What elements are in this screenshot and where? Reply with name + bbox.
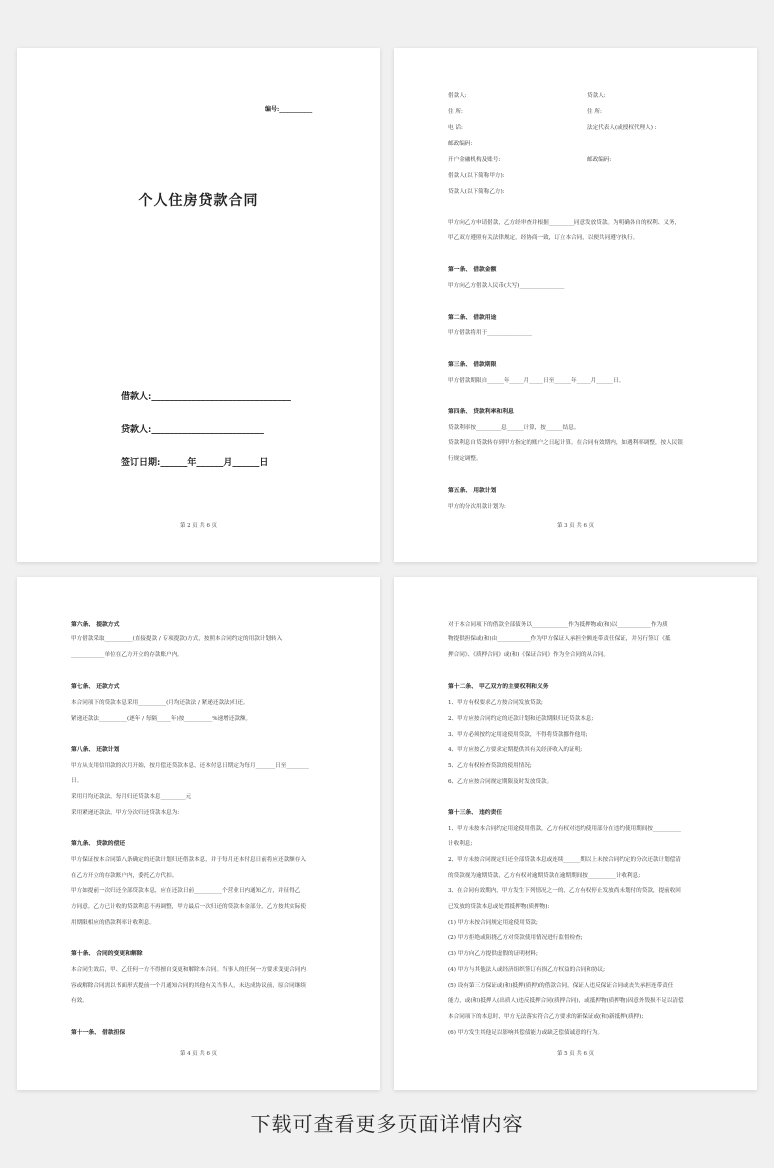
contract-text-line: (3) 甲方向乙方提供虚假的证明材料; bbox=[448, 951, 538, 957]
contract-text-line: 甲方向乙方申请借款，乙方经审查并根据_________同意发放贷款。为明确各自的权利、义务， bbox=[448, 220, 681, 226]
contract-text-line: 贷款人(以下简称乙方): bbox=[448, 189, 505, 195]
contract-text-line: 3、在合同有效期内，甲方发生下列情况之一的，乙方有权停止发放尚未划付的贷款，提前收回 bbox=[448, 888, 681, 894]
lender-field: 贷款人:_________________________ bbox=[121, 425, 264, 435]
contract-text-line: 的贷款视为逾期贷款，乙方有权对逾期贷款在逾期期间按__________计收利息; bbox=[448, 873, 641, 879]
clause-heading: 第七条、 还款方式 bbox=[71, 684, 120, 690]
clause-heading: 第五条、 用款计划 bbox=[448, 488, 497, 494]
contract-text-line: 押合同》、《质押合同》或(和)《保证合同》作为全合同的从合同。 bbox=[448, 652, 609, 658]
clause-heading: 第十一条、 借款担保 bbox=[71, 1030, 126, 1036]
contract-number-label: 编号:___________ bbox=[265, 106, 313, 113]
contract-text-line: 5、乙方有权检查贷款的使用情况; bbox=[448, 763, 532, 769]
contract-text-line: 方同意。乙方已计收的贷款利息不再调整，甲方最后一次归还的贷款本金部分，乙方按其实际使 bbox=[71, 904, 306, 910]
contract-text-line: 2、甲方未按合同规定归还全部贷款本息或连续______期以上未按合同约定的分次还款计划偿清 bbox=[448, 857, 681, 863]
contract-text-line: 本合同项下的贷款本息采用__________(月均还款法 / 紧递还款法)归还。 bbox=[71, 700, 249, 706]
page-footer: 第 5 页 共 6 页 bbox=[557, 1051, 594, 1057]
clause-heading: 第十条、 合同的变更和解除 bbox=[71, 951, 143, 957]
contract-text-line: (1) 甲方未按合同规定用途使用贷款; bbox=[448, 920, 538, 926]
contract-text-line: 甲乙双方遵照有关法律规定，经协商一致，订立本合同，以便共同遵守执行。 bbox=[448, 235, 639, 241]
contract-text-line: (5) 设有第三方保证或(和)抵押(质押)的借款合同，保证人违反保证合同或丧失承担连带责任 bbox=[448, 983, 674, 989]
contract-text-line: 计收利息; bbox=[448, 841, 473, 847]
contract-text-line: 采用紧递还款法，甲方分次归还贷款本息为: bbox=[71, 810, 180, 816]
contract-text-line: 借款人: bbox=[448, 93, 467, 99]
clause-heading: 第六条、 提款方式 bbox=[71, 622, 120, 628]
contract-text-line: 贷款人: bbox=[587, 93, 606, 99]
contract-text-line: 本合同项下的本息时，甲方无法落实符合乙方要求的新保证或(和)新抵押(质押); bbox=[448, 1014, 644, 1020]
contract-text-line: 对于本合同项下的借款全部债务以_____________作为抵押物或(和)以____________作为质 bbox=[448, 622, 668, 628]
contract-text-line: 4、甲方应按乙方要求定期提供其有关经济收入的证明; bbox=[448, 747, 583, 753]
contract-text-line: 已发放的贷款本息或处置抵押物(质押物): bbox=[448, 904, 550, 910]
contract-text-line: (6) 甲方发生其他足以影响其偿债能力或缺乏偿债诚意的行为。 bbox=[448, 1030, 604, 1036]
contract-text-line: 用期限相应的借款利率计收利息。 bbox=[71, 920, 155, 926]
contract-text-line: 行规定调整。 bbox=[448, 456, 482, 462]
clause-heading: 第四条、 贷款利率和利息 bbox=[448, 409, 514, 415]
contract-text-line: 甲方从支用信用款的次月开始，按月偿还贷款本息，还本付息日期定为每月_______日至________ bbox=[71, 763, 309, 769]
contract-text-line: 1、甲方未按本合同约定用途使用借款，乙方有权对违约使用部分在违约使用期间按__________ bbox=[448, 826, 681, 832]
contract-text-line: 紧递还款法__________(逐年 / 每隔_____年)按__________%递增还款额。 bbox=[71, 716, 252, 722]
contract-text-line: 1、甲方有权要求乙方按合同发放贷款; bbox=[448, 700, 543, 706]
contract-text-line: 能力，或(和)抵押人(出质人)违反抵押合同(质押合同)，或抵押物(质押物)因意外毁损不足以清偿 bbox=[448, 998, 684, 1004]
contract-text-line: 2、甲方应按合同约定的还款计划和还款期限归还贷款本息; bbox=[448, 716, 594, 722]
contract-text-line: 甲方向乙方借款人民币(大写)________________ bbox=[448, 283, 565, 289]
contract-page-cover bbox=[17, 48, 380, 562]
contract-text-line: 6、乙方应按合同规定期限及时发放贷款。 bbox=[448, 779, 553, 785]
contract-text-line: 邮政编码: bbox=[448, 141, 473, 147]
contract-text-line: 甲方保证按本合同第八条确定的还款计划归还借款本息，并于每月还本付息日前将应还款额存入 bbox=[71, 857, 306, 863]
clause-heading: 第十二条、 甲乙双方的主要权利和义务 bbox=[448, 684, 549, 690]
contract-text-line: 有效。 bbox=[71, 998, 88, 1004]
contract-text-line: 本合同生效后，甲、乙任何一方不得擅自变更和解除本合同。当事人的任何一方要求变更合同内 bbox=[71, 967, 306, 973]
clause-heading: 第八条、 还款计划 bbox=[71, 747, 120, 753]
contract-page-obligations bbox=[394, 577, 757, 1090]
contract-text-line: 容或解除合同需以书面形式提前一个月通知合同的其他有关当事人，未达成协议前，原合同继续 bbox=[71, 983, 306, 989]
contract-text-line: 开户金融机构及账号: bbox=[448, 157, 501, 163]
contract-text-line: (4) 甲方与其他法人或经济组织签订有损乙方权益的合同和协议; bbox=[448, 967, 606, 973]
clause-heading: 第十三条、 违约责任 bbox=[448, 810, 503, 816]
sign-date-field: 签订日期:______年______月______日 bbox=[121, 458, 269, 468]
contract-text-line: 在乙方开立的存款账户内，委托乙方代扣。 bbox=[71, 873, 178, 879]
contract-text-line: 物提供担保或(和)由____________作为甲方保证人承担全额连带责任保证，并另行签订《抵 bbox=[448, 636, 671, 642]
contract-title: 个人住房贷款合同 bbox=[138, 193, 259, 209]
contract-page-repayment bbox=[17, 577, 380, 1090]
contract-text-line: 甲方借款期限自______年_____月_____日至______年_____月______日。 bbox=[448, 378, 625, 384]
contract-text-line: 日。 bbox=[71, 778, 83, 784]
contract-text-line: 邮政编码: bbox=[587, 157, 612, 163]
clause-heading: 第九条、 贷款的偿还 bbox=[71, 841, 126, 847]
contract-text-line: 住 所: bbox=[587, 109, 602, 115]
contract-text-line: 甲方如提前一次归还全部贷款本息，应在还款日前__________个营业日内通知乙方，并征得乙 bbox=[71, 888, 301, 894]
contract-text-line: 贷款利息自贷款转存到甲方指定的账户之日起计算。在合同有效期内，如遇利率调整，按人民银 bbox=[448, 440, 683, 446]
contract-text-line: 甲方借款将用于________________ bbox=[448, 330, 532, 336]
contract-text-line: 借款人(以下简称甲方): bbox=[448, 173, 505, 179]
clause-heading: 第二条、 借款用途 bbox=[448, 315, 497, 321]
page-footer: 第 2 页 共 6 页 bbox=[180, 523, 217, 529]
contract-text-line: 住 所: bbox=[448, 109, 463, 115]
contract-page-parties bbox=[394, 48, 757, 562]
contract-text-line: ____________单位在乙方开立的存款账户内。 bbox=[71, 652, 183, 658]
borrower-field: 借款人:_______________________________ bbox=[121, 392, 291, 402]
clause-heading: 第一条、 借款金额 bbox=[448, 267, 497, 273]
contract-text-line: 贷款利率按_________息______计算，按______结息。 bbox=[448, 425, 580, 431]
contract-text-line: 电 话: bbox=[448, 125, 463, 131]
page-footer: 第 4 页 共 6 页 bbox=[180, 1051, 217, 1057]
contract-text-line: 法定代表人(或授权代理人) : bbox=[587, 125, 657, 131]
download-more-caption[interactable]: 下载可查看更多页面详情内容 bbox=[250, 1112, 524, 1136]
contract-text-line: (2) 甲方拒绝或阻挠乙方对贷款使用情况进行监督检查; bbox=[448, 935, 583, 941]
contract-text-line: 3、甲方必须按约定用途使用贷款，不得将贷款挪作他用; bbox=[448, 732, 588, 738]
clause-heading: 第三条、 借款期限 bbox=[448, 362, 497, 368]
contract-text-line: 甲方的分次用款计划为: bbox=[448, 504, 506, 510]
page-footer: 第 3 页 共 6 页 bbox=[557, 523, 594, 529]
contract-text-line: 甲方借款采取__________(直接提款 / 专项提款)方式，按照本合同约定的用款计划转入 bbox=[71, 636, 283, 642]
contract-text-line: 采用月均还款法，每月归还贷款本息_________元 bbox=[71, 794, 192, 800]
